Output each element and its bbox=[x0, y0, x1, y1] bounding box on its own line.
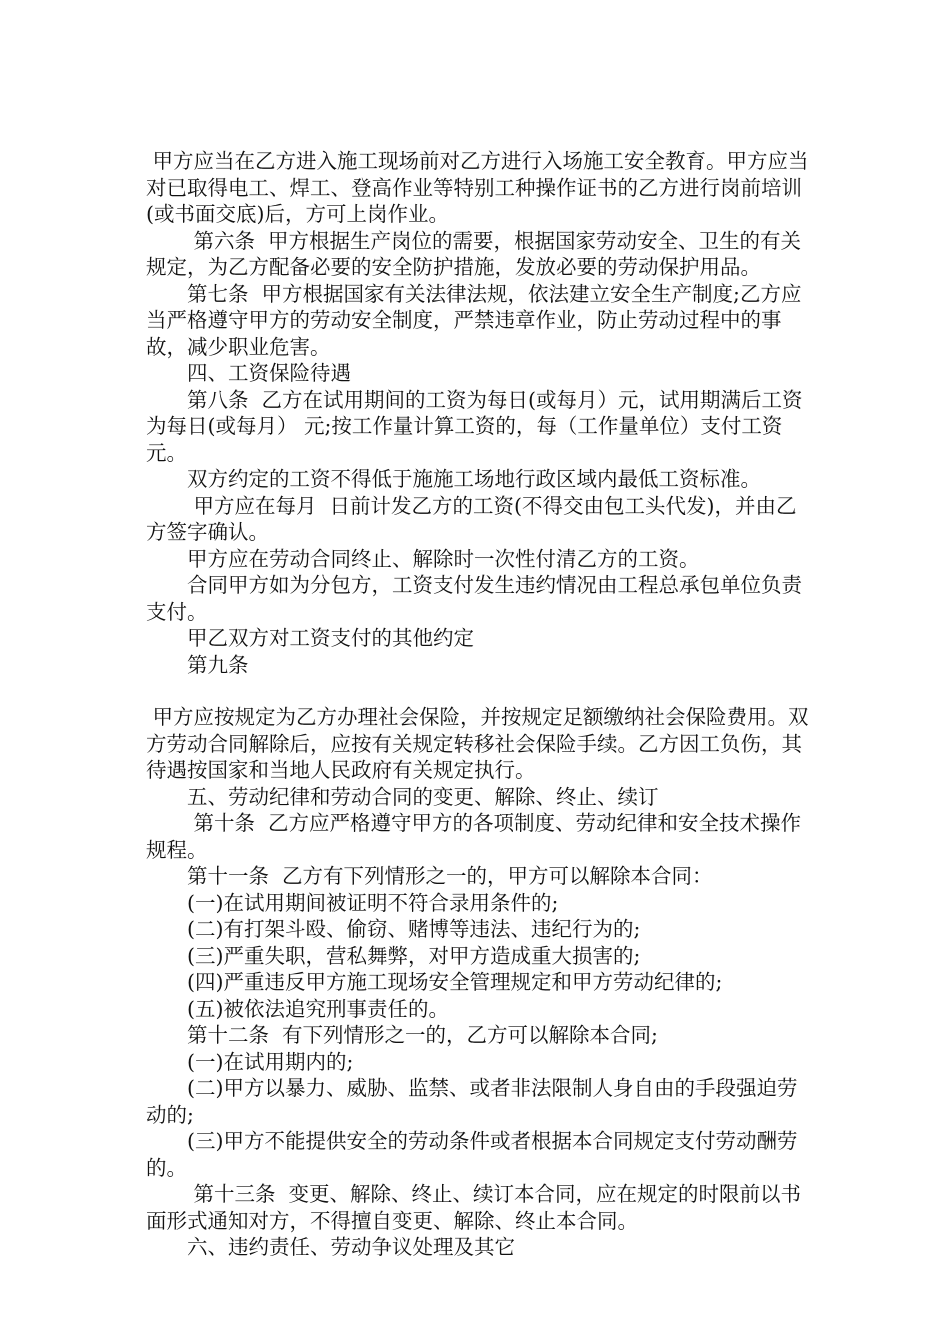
paragraph-safety-education: 甲方应当在乙方进入施工现场前对乙方进行入场施工安全教育。甲方应当对已取得电工、焊工、登高作业等特别工种操作证书的乙方进行岗前培训(或书面交底)后，方可上岗作业。 bbox=[146, 149, 809, 226]
section-heading-wages: 四、工资保险待遇 bbox=[146, 361, 351, 385]
list-item-11-4: (四)严重违反甲方施工现场安全管理规定和甲方劳动纪律的; bbox=[146, 970, 723, 994]
section-heading-discipline: 五、劳动纪律和劳动合同的变更、解除、终止、续订 bbox=[146, 784, 659, 809]
paragraph-article-9: 第九条 bbox=[146, 652, 249, 677]
list-item-12-1: (一)在试用期内的; bbox=[146, 1049, 354, 1074]
paragraph-article-12: 第十二条 有下列情形之一的，乙方可以解除本合同; bbox=[146, 1023, 658, 1047]
paragraph-article-10: 第十条 乙方应严格遵守甲方的各项制度、劳动纪律和安全技术操作规程。 bbox=[146, 811, 802, 862]
paragraph-article-13: 第十三条 变更、解除、终止、续订本合同，应在规定的时限前以书面形式通知对方，不得擅自变更、解除、终止本合同。 bbox=[146, 1182, 802, 1233]
paragraph-article-6: 第六条 甲方根据生产岗位的需要，根据国家劳动安全、卫生的有关规定，为乙方配备必要的安全防护措施，发放必要的劳动保护用品。 bbox=[146, 228, 802, 279]
paragraph-final-pay: 甲方应在劳动合同终止、解除时一次性付清乙方的工资。 bbox=[146, 546, 700, 571]
paragraph-minimum-wage: 双方约定的工资不得低于施施工场地行政区域内最低工资标准。 bbox=[146, 467, 761, 491]
document-page bbox=[146, 148, 816, 1261]
list-item-11-3: (三)严重失职，营私舞弊，对甲方造成重大损害的; bbox=[146, 943, 641, 968]
paragraph-article-8: 第八条 乙方在试用期间的工资为每日(或每月）元，试用期满后工资为每日(或每月） 元;按工作量计算工资的，每（工作量单位）支付工资 元。 bbox=[146, 387, 803, 465]
list-item-11-2: (二)有打架斗殴、偷窃、赌博等违法、违纪行为的; bbox=[146, 917, 641, 941]
blank-line bbox=[146, 678, 816, 704]
section-heading-liability: 六、违约责任、劳动争议处理及其它 bbox=[146, 1235, 515, 1259]
list-item-12-3: (三)甲方不能提供安全的劳动条件或者根据本合同规定支付劳动酬劳的。 bbox=[146, 1129, 798, 1180]
list-item-11-5: (五)被依法追究刑事责任的。 bbox=[146, 996, 449, 1021]
paragraph-article-11: 第十一条 乙方有下列情形之一的，甲方可以解除本合同： bbox=[146, 864, 713, 888]
paragraph-social-insurance: 甲方应按规定为乙方办理社会保险，并按规定足额缴纳社会保险费用。双方劳动合同解除后，应按有关规定转移社会保险手续。乙方因工负伤，其待遇按国家和当地人民政府有关规定执行。 bbox=[146, 705, 809, 782]
paragraph-article-7: 第七条 甲方根据国家有关法律法规，依法建立安全生产制度;乙方应当严格遵守甲方的劳动安全制度，严禁违章作业，防止劳动过程中的事故，减少职业危害。 bbox=[146, 281, 802, 359]
paragraph-subcontract-pay: 合同甲方如为分包方，工资支付发生违约情况由工程总承包单位负责支付。 bbox=[146, 573, 802, 624]
paragraph-monthly-pay: 甲方应在每月 日前计发乙方的工资(不得交由包工头代发)，并由乙方签字确认。 bbox=[146, 493, 797, 544]
list-item-12-2: (二)甲方以暴力、威胁、监禁、或者非法限制人身自由的手段强迫劳动的; bbox=[146, 1076, 798, 1127]
paragraph-other-agreements: 甲乙双方对工资支付的其他约定 bbox=[146, 626, 474, 650]
list-item-11-1: (一)在试用期间被证明不符合录用条件的; bbox=[146, 890, 559, 915]
